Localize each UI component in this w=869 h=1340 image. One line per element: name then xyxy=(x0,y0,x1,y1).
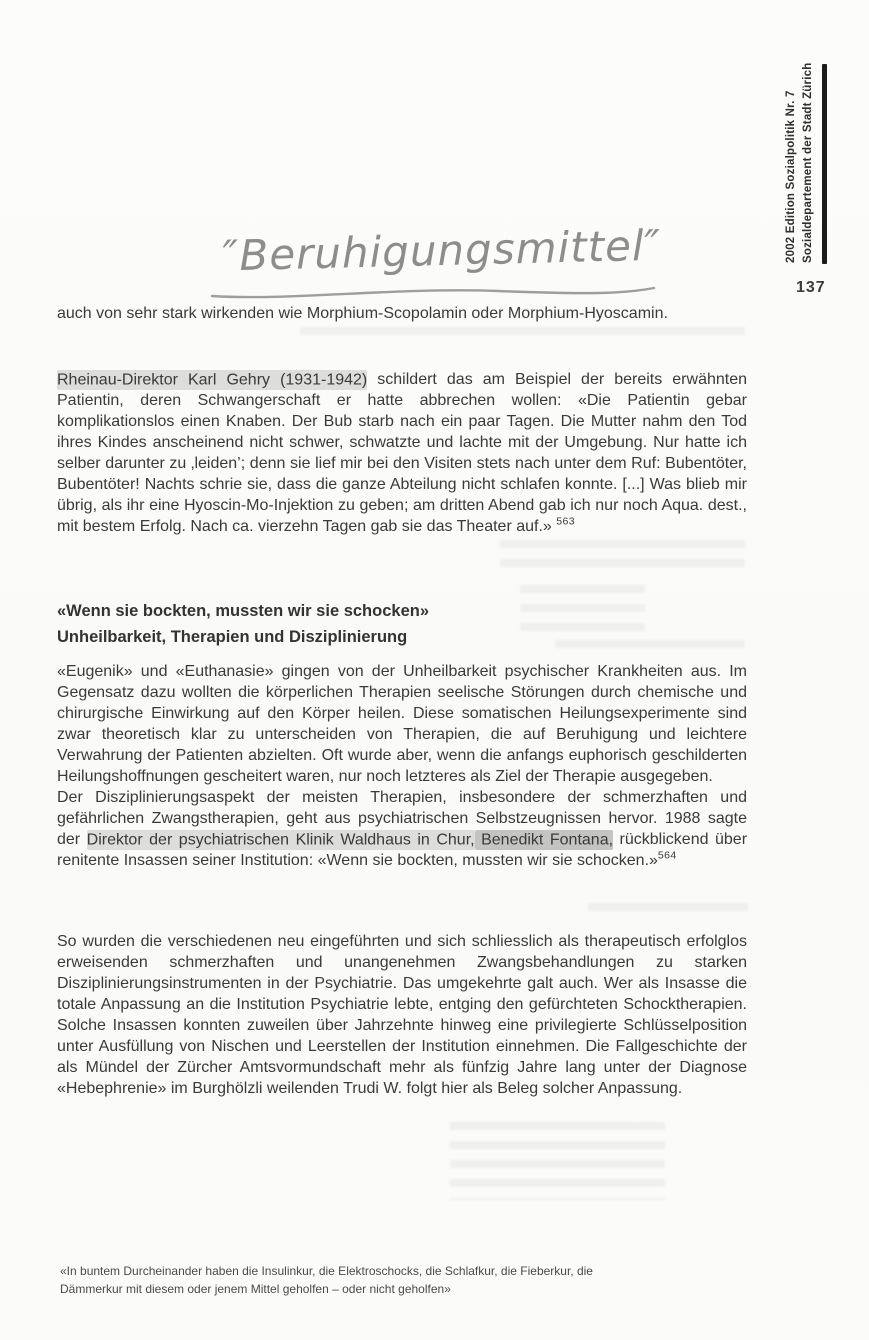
margin-rule xyxy=(822,64,827,264)
section-heading xyxy=(57,598,747,650)
section-heading-line2: Unheilbarkeit, Therapien und Disziplinierung xyxy=(57,628,408,646)
footnote xyxy=(60,1263,650,1298)
handwritten-annotation xyxy=(191,220,692,281)
paragraph-text xyxy=(57,787,747,871)
paragraph-text-run: schildert das am Beispiel der bereits erwähnten Patientin, deren Schwangerschaft er hatte abbrechen wollen: «Die Patientin gebar komplikationslos einen Knaben. Der Bub starb nach ein paar Tagen. Die Mutter nahm den Tod ihres Kindes anscheinend nicht schwer, schwatzte und lachte mit der Umgebung. Nur hatte ich selber darunter zu ‚leiden’; denn sie lief mir bei den Visiten stets nach unter dem Ruf: Bubentöter, Bubentöter! Nachts schrie sie, dass die ganze Abteilung nicht schlafen konnte. [...] Was blieb mir übrig, als ihr eine Hyoscin-Mo-Injektion zu geben; am dritten Abend gab ich nur noch Aqua. dest., mit bestem Erfolg. Nach ca. vierzehn Tagen gab sie das Theater auf.» xyxy=(57,371,748,535)
paragraph-text: auch von sehr stark wirkenden wie Morphium-Scopolamin oder Morphium-Hyoscamin. xyxy=(57,305,668,322)
section-heading-line1: «Wenn sie bockten, mussten wir sie schocken» xyxy=(57,602,429,620)
footnote-ref-564: 564 xyxy=(657,849,677,862)
paragraph-text-run: rückblickend über renitente Insassen seiner Institution: «Wenn sie bockten, mussten wir sie schocken.» xyxy=(57,831,748,869)
paragraph-gehry-quote xyxy=(57,369,747,537)
handwritten-underline xyxy=(208,283,658,303)
handwritten-annotation-text: ″Beruhigungsmittel″ xyxy=(222,220,662,281)
bleedthrough-artifact xyxy=(300,327,745,339)
bleedthrough-artifact xyxy=(588,903,748,917)
footnote-ref-563: 563 xyxy=(556,515,575,528)
paragraph-text xyxy=(57,369,747,537)
highlight-karl-gehry: Rheinau-Direktor Karl Gehry (1931-1942) xyxy=(57,371,368,388)
highlight-klinik-waldhaus: Direktor der psychiatrischen Klinik Waldhaus in Chur, xyxy=(86,831,475,848)
paragraph-eugenik xyxy=(57,661,747,871)
bleedthrough-artifact xyxy=(450,1122,665,1200)
paragraph-continuation xyxy=(57,303,747,324)
paragraph-text: «Eugenik» und «Euthanasie» gingen von der Unheilbarkeit psychischer Krankheiten aus. Im Gegensatz dazu wollten die körperlichen Therapien seelische Störungen durch chemische und chirurgische Einwirkung auf den Körper heilen. Diese somatischen Heilungsexperimente sind zwar theoretisch klar zu unterscheiden von Therapien, die auf Beruhigung und leichtere Verwahrung der Patienten abzielten. Oft wurde aber, wenn die anfangs euphorisch geschilderten Heilungshoffnungen gescheitert waren, nur noch letzteres als Ziel der Therapie ausgegeben. xyxy=(57,663,747,785)
highlight-benedikt-fontana: Benedikt Fontana, xyxy=(474,831,614,848)
margin-caption-line2: Sozialdepartement der Stadt Zürich xyxy=(802,62,814,263)
margin-caption xyxy=(783,63,817,263)
bleedthrough-artifact xyxy=(500,540,745,576)
margin-caption-line1: 2002 Edition Sozialpolitik Nr. 7 xyxy=(785,90,797,263)
paragraph-text-run: Der Disziplinierungsaspekt der meisten Therapien, insbesondere der schmerzhaften und gefährlichen Zwangstherapien, geht aus psychiatrischen Selbstzeugnissen hervor. 1988 sagte der xyxy=(57,789,747,848)
page-number: 137 xyxy=(796,279,826,296)
paragraph-text: So wurden die verschiedenen neu eingeführten und sich schliesslich als therapeutisch erfolglos erweisenden schmerzhaften und unangenehmen Zwangsbehandlungen zu starken Disziplinierungsinstrumenten in der Psychiatrie. Das umgekehrte galt auch. Wer als Insasse die totale Anpassung an die Institution Psychiatrie lebte, entging den gefürchteten Schocktherapien. Solche Insassen konnten zuweilen über Jahrzehnte hinweg eine privilegierte Schlüsselposition unter Ausfüllung von Nischen und Leerstellen der Institution einnehmen. Die Fallgeschichte der als Mündel der Zürcher Amtsvormundschaft mehr als fünfzig Jahre lang unter der Diagnose «Hebephrenie» im Burghölzli weilenden Trudi W. folgt hier als Beleg solcher Anpassung. xyxy=(57,933,747,1097)
footnote-text: «In buntem Durcheinander haben die Insulinkur, die Elektroschocks, die Schlafkur, die Fieberkur, die Dämmerkur mit diesem oder jenem Mittel geholfen – oder nicht geholfen» xyxy=(60,1264,593,1296)
paragraph-anpassung xyxy=(57,931,747,1099)
